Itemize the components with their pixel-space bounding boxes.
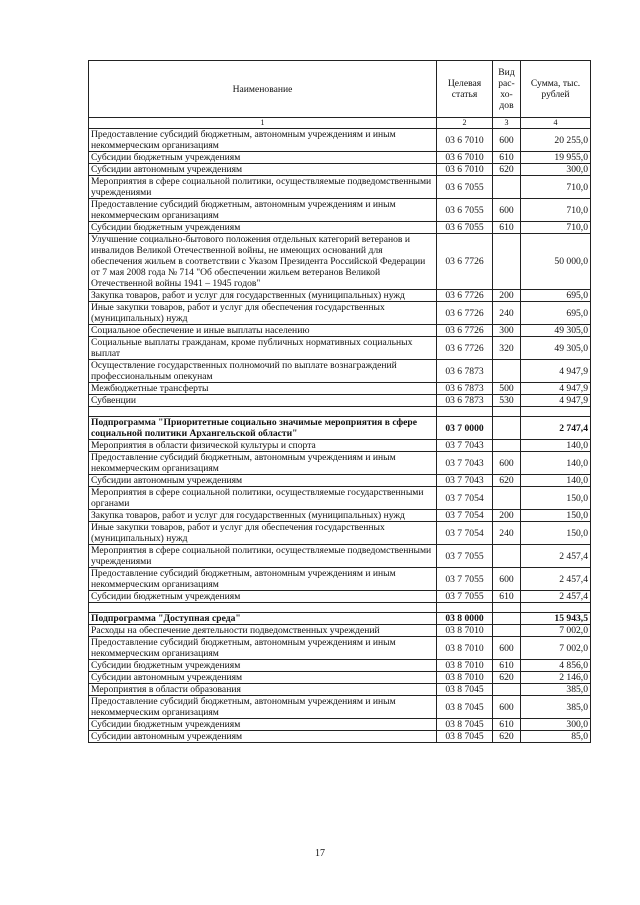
row-code: 03 8 7010 bbox=[437, 672, 493, 684]
row-name: Подпрограмма "Доступная среда" bbox=[89, 613, 437, 625]
row-sum: 2 146,0 bbox=[521, 672, 591, 684]
row-name: Субсидии бюджетным учреждениям bbox=[89, 152, 437, 164]
row-name bbox=[89, 407, 437, 417]
row-vid bbox=[493, 417, 521, 440]
row-name: Закупка товаров, работ и услуг для государственных (муниципальных) нужд bbox=[89, 290, 437, 302]
row-sum bbox=[521, 407, 591, 417]
table-row bbox=[89, 672, 591, 684]
row-sum: 710,0 bbox=[521, 176, 591, 199]
row-vid: 600 bbox=[493, 696, 521, 719]
table-row bbox=[89, 522, 591, 545]
row-code: 03 6 7726 bbox=[437, 290, 493, 302]
row-code: 03 7 7055 bbox=[437, 545, 493, 568]
table-row bbox=[89, 290, 591, 302]
row-vid: 620 bbox=[493, 672, 521, 684]
row-code: 03 8 7045 bbox=[437, 696, 493, 719]
row-code: 03 8 7045 bbox=[437, 684, 493, 696]
header-sum: Сумма, тыс. рублей bbox=[521, 61, 591, 118]
row-sum: 85,0 bbox=[521, 731, 591, 743]
table-row bbox=[89, 199, 591, 222]
row-sum: 710,0 bbox=[521, 199, 591, 222]
row-vid: 620 bbox=[493, 731, 521, 743]
row-name: Осуществление государственных полномочий по выплате вознаграждений профессиональным опекунам bbox=[89, 360, 437, 383]
row-code: 03 7 7055 bbox=[437, 591, 493, 603]
row-sum: 300,0 bbox=[521, 719, 591, 731]
row-name: Субсидии автономным учреждениям bbox=[89, 475, 437, 487]
row-vid: 620 bbox=[493, 475, 521, 487]
row-vid: 620 bbox=[493, 164, 521, 176]
row-code: 03 7 7054 bbox=[437, 522, 493, 545]
row-vid: 240 bbox=[493, 522, 521, 545]
table-header-row bbox=[89, 61, 591, 118]
row-name: Улучшение социально-бытового положения отдельных категорий ветеранов и инвалидов Великой Отечественной войны, не имеющих оснований для обеспечения жильем в соответствии с Указом Президента Российской Федерации от 7 мая 2008 года № 714 "Об обеспечении жильем ветеранов Великой Отечественной войны 1941 – 1945 годов" bbox=[89, 234, 437, 290]
table-row bbox=[89, 545, 591, 568]
row-name: Мероприятия в сфере социальной политики, осуществляемые подведомственными учреждениями bbox=[89, 545, 437, 568]
row-sum: 4 947,9 bbox=[521, 383, 591, 395]
table-row bbox=[89, 475, 591, 487]
row-sum: 15 943,5 bbox=[521, 613, 591, 625]
row-name: Закупка товаров, работ и услуг для государственных (муниципальных) нужд bbox=[89, 510, 437, 522]
row-code: 03 8 0000 bbox=[437, 613, 493, 625]
row-name: Предоставление субсидий бюджетным, автономным учреждениям и иным некоммерческим организациям bbox=[89, 199, 437, 222]
table-body bbox=[89, 129, 591, 743]
row-sum: 695,0 bbox=[521, 290, 591, 302]
table-row bbox=[89, 176, 591, 199]
row-name: Предоставление субсидий бюджетным, автономным учреждениям и иным некоммерческим организациям bbox=[89, 129, 437, 152]
header-code: Целевая статья bbox=[437, 61, 493, 118]
row-name: Иные закупки товаров, работ и услуг для обеспечения государственных (муниципальных) нужд bbox=[89, 302, 437, 325]
header-vid: Вид рас- хо- дов bbox=[493, 61, 521, 118]
row-sum: 50 000,0 bbox=[521, 234, 591, 290]
row-vid: 300 bbox=[493, 325, 521, 337]
row-sum: 49 305,0 bbox=[521, 325, 591, 337]
row-sum: 19 955,0 bbox=[521, 152, 591, 164]
row-name: Мероприятия в области образования bbox=[89, 684, 437, 696]
row-vid: 600 bbox=[493, 637, 521, 660]
row-sum: 4 947,9 bbox=[521, 360, 591, 383]
row-code: 03 6 7873 bbox=[437, 395, 493, 407]
row-name bbox=[89, 603, 437, 613]
row-vid: 610 bbox=[493, 660, 521, 672]
row-code: 03 6 7055 bbox=[437, 222, 493, 234]
row-name: Предоставление субсидий бюджетным, автономным учреждениям и иным некоммерческим организациям bbox=[89, 637, 437, 660]
row-code: 03 6 7873 bbox=[437, 383, 493, 395]
row-vid: 610 bbox=[493, 591, 521, 603]
row-sum bbox=[521, 603, 591, 613]
row-code: 03 8 7045 bbox=[437, 731, 493, 743]
row-vid: 610 bbox=[493, 222, 521, 234]
table-row bbox=[89, 395, 591, 407]
row-code: 03 6 7055 bbox=[437, 176, 493, 199]
table-row bbox=[89, 684, 591, 696]
header-name: Наименование bbox=[89, 61, 437, 118]
row-name: Субсидии автономным учреждениям bbox=[89, 164, 437, 176]
row-vid bbox=[493, 407, 521, 417]
row-name: Социальные выплаты гражданам, кроме публичных нормативных социальных выплат bbox=[89, 337, 437, 360]
subprogram-row bbox=[89, 613, 591, 625]
row-vid: 200 bbox=[493, 510, 521, 522]
budget-table bbox=[88, 60, 591, 743]
table-row bbox=[89, 568, 591, 591]
row-sum: 2 457,4 bbox=[521, 545, 591, 568]
row-sum: 2 457,4 bbox=[521, 591, 591, 603]
row-sum: 2 457,4 bbox=[521, 568, 591, 591]
row-sum: 7 002,0 bbox=[521, 625, 591, 637]
column-number-row bbox=[89, 118, 591, 129]
row-sum: 4 856,0 bbox=[521, 660, 591, 672]
subprogram-row bbox=[89, 417, 591, 440]
row-code: 03 7 7055 bbox=[437, 568, 493, 591]
row-name: Субсидии бюджетным учреждениям bbox=[89, 222, 437, 234]
row-sum: 2 747,4 bbox=[521, 417, 591, 440]
row-name: Предоставление субсидий бюджетным, автономным учреждениям и иным некоммерческим организациям bbox=[89, 696, 437, 719]
row-name: Мероприятия в области физической культуры и спорта bbox=[89, 440, 437, 452]
table-row bbox=[89, 625, 591, 637]
row-name: Социальное обеспечение и иные выплаты населению bbox=[89, 325, 437, 337]
row-vid bbox=[493, 613, 521, 625]
row-code: 03 8 7010 bbox=[437, 660, 493, 672]
row-code: 03 8 7045 bbox=[437, 719, 493, 731]
row-vid bbox=[493, 234, 521, 290]
row-name: Субсидии бюджетным учреждениям bbox=[89, 660, 437, 672]
table-row bbox=[89, 129, 591, 152]
row-vid: 600 bbox=[493, 452, 521, 475]
row-vid: 320 bbox=[493, 337, 521, 360]
spacer-row bbox=[89, 407, 591, 417]
table-row bbox=[89, 452, 591, 475]
page-number: 17 bbox=[315, 848, 325, 859]
table-row bbox=[89, 660, 591, 672]
row-code: 03 7 7043 bbox=[437, 440, 493, 452]
table-row bbox=[89, 696, 591, 719]
row-code: 03 6 7726 bbox=[437, 234, 493, 290]
row-code: 03 8 7010 bbox=[437, 625, 493, 637]
row-code: 03 6 7010 bbox=[437, 164, 493, 176]
row-code: 03 6 7010 bbox=[437, 129, 493, 152]
row-code: 03 7 7043 bbox=[437, 452, 493, 475]
row-vid: 200 bbox=[493, 290, 521, 302]
column-number: 2 bbox=[437, 118, 493, 129]
row-name: Расходы на обеспечение деятельности подведомственных учреждений bbox=[89, 625, 437, 637]
table-row bbox=[89, 234, 591, 290]
row-code: 03 7 0000 bbox=[437, 417, 493, 440]
table-row bbox=[89, 591, 591, 603]
row-code: 03 6 7010 bbox=[437, 152, 493, 164]
row-vid bbox=[493, 176, 521, 199]
row-sum: 150,0 bbox=[521, 487, 591, 510]
table-row bbox=[89, 337, 591, 360]
table-row bbox=[89, 383, 591, 395]
row-vid: 610 bbox=[493, 152, 521, 164]
table-row bbox=[89, 487, 591, 510]
table-row bbox=[89, 222, 591, 234]
row-code: 03 6 7726 bbox=[437, 302, 493, 325]
row-vid: 530 bbox=[493, 395, 521, 407]
column-number: 4 bbox=[521, 118, 591, 129]
row-vid: 610 bbox=[493, 719, 521, 731]
table-row bbox=[89, 325, 591, 337]
row-code bbox=[437, 407, 493, 417]
row-sum: 150,0 bbox=[521, 510, 591, 522]
table-row bbox=[89, 164, 591, 176]
row-sum: 140,0 bbox=[521, 452, 591, 475]
row-vid: 600 bbox=[493, 568, 521, 591]
row-vid: 500 bbox=[493, 383, 521, 395]
row-sum: 300,0 bbox=[521, 164, 591, 176]
row-vid bbox=[493, 603, 521, 613]
row-sum: 695,0 bbox=[521, 302, 591, 325]
row-vid bbox=[493, 440, 521, 452]
row-code: 03 6 7726 bbox=[437, 337, 493, 360]
column-number: 3 bbox=[493, 118, 521, 129]
row-sum: 7 002,0 bbox=[521, 637, 591, 660]
row-name: Субсидии автономным учреждениям bbox=[89, 672, 437, 684]
row-sum: 140,0 bbox=[521, 440, 591, 452]
row-code: 03 6 7055 bbox=[437, 199, 493, 222]
row-vid: 600 bbox=[493, 129, 521, 152]
row-name: Субсидии автономным учреждениям bbox=[89, 731, 437, 743]
row-name: Субсидии бюджетным учреждениям bbox=[89, 591, 437, 603]
row-sum: 710,0 bbox=[521, 222, 591, 234]
column-number: 1 bbox=[89, 118, 437, 129]
table-row bbox=[89, 719, 591, 731]
row-sum: 49 305,0 bbox=[521, 337, 591, 360]
table-row bbox=[89, 302, 591, 325]
table-row bbox=[89, 637, 591, 660]
row-code: 03 7 7043 bbox=[437, 475, 493, 487]
table-row bbox=[89, 510, 591, 522]
row-vid bbox=[493, 545, 521, 568]
row-name: Мероприятия в сфере социальной политики, осуществляемые подведомственными учреждениями bbox=[89, 176, 437, 199]
row-code: 03 6 7726 bbox=[437, 325, 493, 337]
table-row bbox=[89, 152, 591, 164]
row-name: Подпрограмма "Приоритетные социально значимые мероприятия в сфере социальной политики Архангельской области" bbox=[89, 417, 437, 440]
row-sum: 150,0 bbox=[521, 522, 591, 545]
row-name: Предоставление субсидий бюджетным, автономным учреждениям и иным некоммерческим организациям bbox=[89, 568, 437, 591]
row-sum: 4 947,9 bbox=[521, 395, 591, 407]
row-vid bbox=[493, 360, 521, 383]
row-sum: 385,0 bbox=[521, 696, 591, 719]
spacer-row bbox=[89, 603, 591, 613]
row-code bbox=[437, 603, 493, 613]
row-name: Межбюджетные трансферты bbox=[89, 383, 437, 395]
row-sum: 140,0 bbox=[521, 475, 591, 487]
row-code: 03 7 7054 bbox=[437, 487, 493, 510]
row-vid: 240 bbox=[493, 302, 521, 325]
row-vid: 600 bbox=[493, 199, 521, 222]
row-code: 03 6 7873 bbox=[437, 360, 493, 383]
row-name: Предоставление субсидий бюджетным, автономным учреждениям и иным некоммерческим организациям bbox=[89, 452, 437, 475]
table-row bbox=[89, 731, 591, 743]
row-code: 03 7 7054 bbox=[437, 510, 493, 522]
row-name: Мероприятия в сфере социальной политики, осуществляемые государственными органами bbox=[89, 487, 437, 510]
row-vid bbox=[493, 487, 521, 510]
row-name: Иные закупки товаров, работ и услуг для обеспечения государственных (муниципальных) нужд bbox=[89, 522, 437, 545]
row-sum: 20 255,0 bbox=[521, 129, 591, 152]
row-sum: 385,0 bbox=[521, 684, 591, 696]
table-row bbox=[89, 440, 591, 452]
row-vid bbox=[493, 625, 521, 637]
row-name: Субвенции bbox=[89, 395, 437, 407]
row-name: Субсидии бюджетным учреждениям bbox=[89, 719, 437, 731]
table-row bbox=[89, 360, 591, 383]
row-code: 03 8 7010 bbox=[437, 637, 493, 660]
row-vid bbox=[493, 684, 521, 696]
